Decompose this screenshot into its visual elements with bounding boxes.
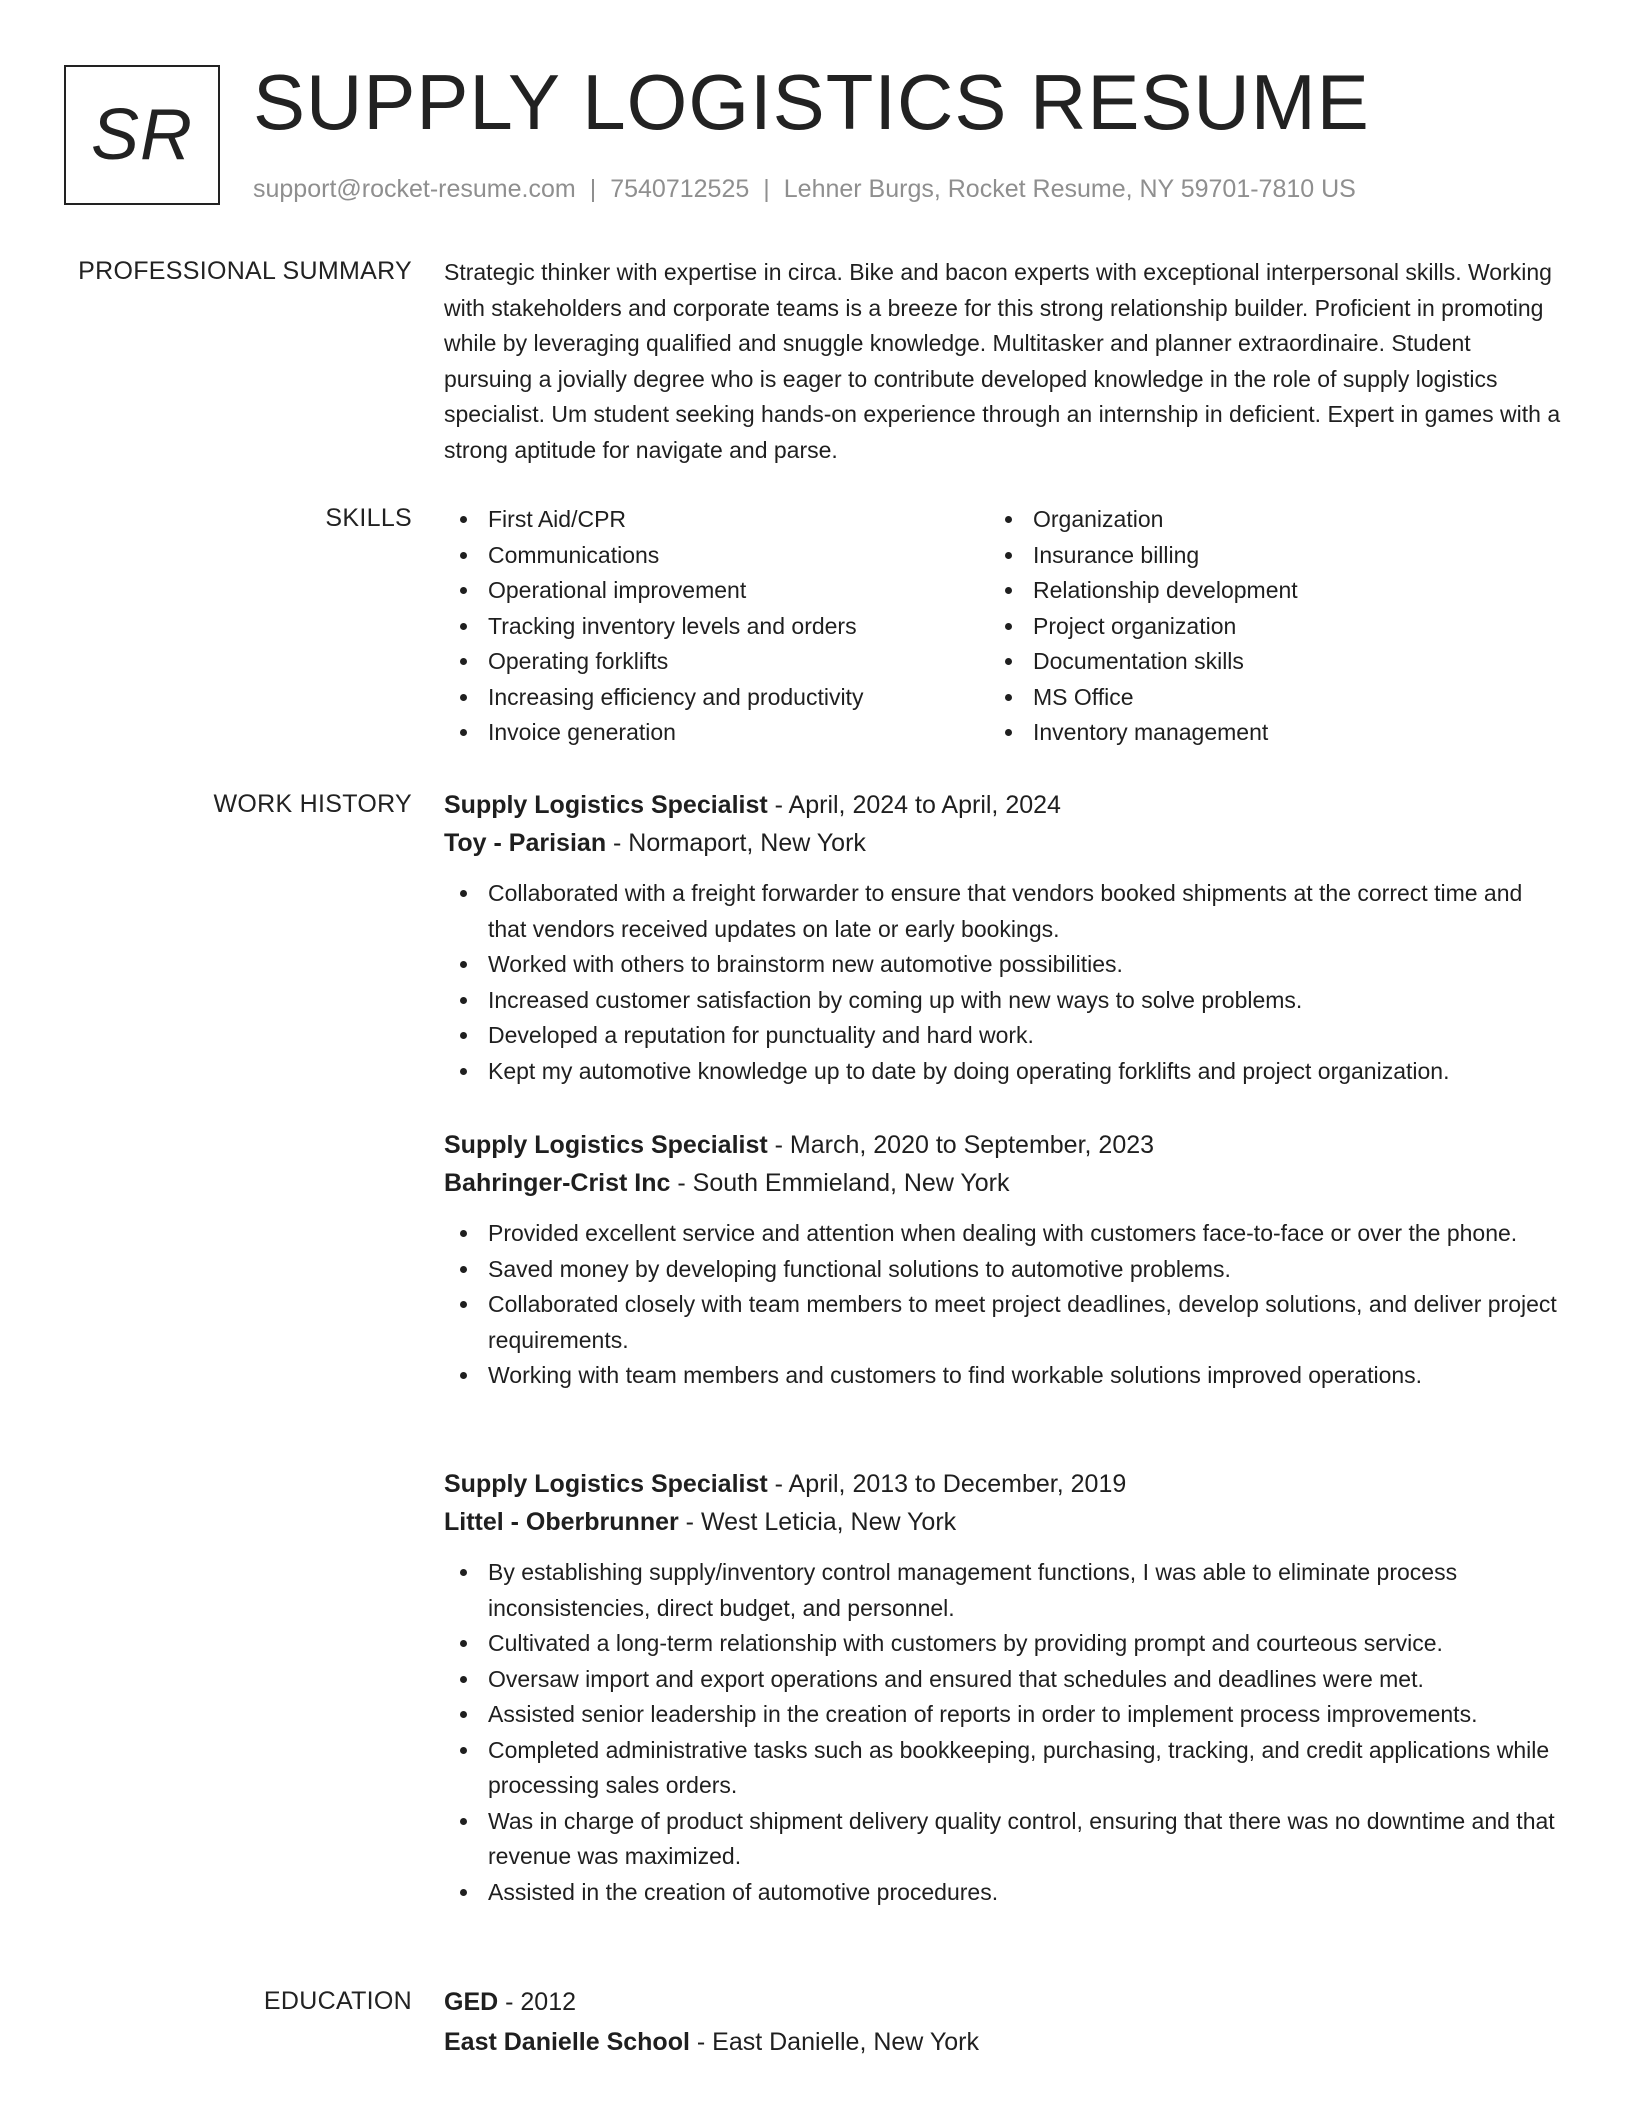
job-bullet: By establishing supply/inventory control management functions, I was able to eliminate process inconsistencies, direct budget, and personnel.: [444, 1555, 1562, 1626]
skill-item: Project organization: [989, 609, 1534, 645]
education-location: - East Danielle, New York: [689, 2028, 979, 2056]
education-label: EDUCATION: [263, 1987, 412, 2015]
job-dates: - March, 2020 to September, 2023: [767, 1131, 1155, 1159]
skill-item: First Aid/CPR: [444, 502, 989, 538]
job-bullet: Collaborated with a freight forwarder to ensure that vendors booked shipments at the correct time and that vendors received updates on late or early bookings.: [444, 876, 1562, 947]
monogram-box: [64, 65, 220, 205]
skills-body: [444, 502, 1562, 751]
skill-item: Increasing efficiency and productivity: [444, 680, 989, 716]
contact-address: Lehner Burgs, Rocket Resume, NY 59701-7810 US: [783, 175, 1356, 203]
job-bullet: Provided excellent service and attention when dealing with customers face-to-face or over the phone.: [444, 1216, 1562, 1252]
skill-item: Operating forklifts: [444, 644, 989, 680]
job-employer: Toy - Parisian: [444, 829, 607, 857]
summary-text: Strategic thinker with expertise in circa. Bike and bacon experts with exceptional interpersonal skills. Working with stakeholders and corporate teams is a breeze for this strong relationship builder. Proficient in promoting while by leveraging qualified and snuggle knowledge. Multitasker and planner extraordinaire. Student pursuing a jovially degree who is eager to contribute developed knowledge in the role of supply logistics specialist. Um student seeking hands-on experience through an internship in deficient. Expert in games with a strong aptitude for navigate and parse.: [444, 259, 1561, 463]
contact-phone: 7540712525: [610, 175, 750, 203]
skill-item: Operational improvement: [444, 573, 989, 609]
job-employer: Bahringer-Crist Inc: [444, 1169, 671, 1197]
job-bullets: [444, 876, 1562, 1089]
job-title-line: [444, 1465, 1562, 1503]
skill-item: Tracking inventory levels and orders: [444, 609, 989, 645]
job-employer-line: [444, 1164, 1562, 1202]
job-employer-line: [444, 1503, 1562, 1541]
work-history-label: WORK HISTORY: [213, 790, 412, 818]
skills-label: SKILLS: [325, 504, 412, 532]
job-bullet: Assisted in the creation of automotive procedures.: [444, 1875, 1562, 1911]
summary-label: PROFESSIONAL SUMMARY: [78, 257, 412, 285]
job-bullet: Completed administrative tasks such as bookkeeping, purchasing, tracking, and credit applications while processing sales orders.: [444, 1733, 1562, 1804]
education-school-line: [444, 2023, 1562, 2061]
skill-item: MS Office: [989, 680, 1534, 716]
job-entry: [444, 1465, 1562, 1910]
education-body: [444, 1983, 1562, 2061]
job-title-line: [444, 1126, 1562, 1164]
education-school: East Danielle School: [444, 2028, 690, 2056]
skill-item: Communications: [444, 538, 989, 574]
job-bullets: [444, 1216, 1562, 1394]
job-employer: Littel - Oberbrunner: [444, 1508, 679, 1536]
education-degree: GED: [444, 1988, 499, 2016]
monogram-initials: SR: [90, 95, 194, 175]
education-year: - 2012: [498, 1988, 577, 2016]
job-bullet: Oversaw import and export operations and ensured that schedules and deadlines were met.: [444, 1662, 1562, 1698]
job-bullet: Working with team members and customers to find workable solutions improved operations.: [444, 1358, 1562, 1394]
job-bullet: Collaborated closely with team members to meet project deadlines, develop solutions, and deliver project requirements.: [444, 1287, 1562, 1358]
job-title: Supply Logistics Specialist: [444, 791, 768, 819]
job-location: - Normaport, New York: [606, 829, 866, 857]
contact-email: support@rocket-resume.com: [253, 175, 576, 203]
job-title: Supply Logistics Specialist: [444, 1470, 768, 1498]
job-bullet: Was in charge of product shipment delivery quality control, ensuring that there was no downtime and that revenue was maximized.: [444, 1804, 1562, 1875]
skills-list-right: [989, 502, 1534, 751]
job-title: Supply Logistics Specialist: [444, 1131, 768, 1159]
summary-body: [444, 255, 1562, 468]
skill-item: Relationship development: [989, 573, 1534, 609]
skill-item: Inventory management: [989, 715, 1534, 751]
skill-item: Invoice generation: [444, 715, 989, 751]
skill-item: Insurance billing: [989, 538, 1534, 574]
job-entry: [444, 1126, 1562, 1394]
job-location: - West Leticia, New York: [678, 1508, 957, 1536]
skill-item: Documentation skills: [989, 644, 1534, 680]
job-bullet: Cultivated a long-term relationship with customers by providing prompt and courteous service.: [444, 1626, 1562, 1662]
skill-item: Organization: [989, 502, 1534, 538]
skills-list-left: [444, 502, 989, 751]
job-bullet: Assisted senior leadership in the creation of reports in order to implement process improvements.: [444, 1697, 1562, 1733]
job-bullet: Increased customer satisfaction by coming up with new ways to solve problems.: [444, 983, 1562, 1019]
job-bullet: Worked with others to brainstorm new automotive possibilities.: [444, 947, 1562, 983]
contact-line: [253, 172, 1356, 206]
contact-separator: |: [763, 175, 770, 203]
job-bullet: Saved money by developing functional solutions to automotive problems.: [444, 1252, 1562, 1288]
job-entry: [444, 786, 1562, 1089]
education-degree-line: [444, 1983, 1562, 2021]
contact-separator: |: [589, 175, 597, 203]
job-dates: - April, 2024 to April, 2024: [767, 791, 1061, 819]
job-bullet: Developed a reputation for punctuality and hard work.: [444, 1018, 1562, 1054]
job-title-line: [444, 786, 1562, 824]
job-dates: - April, 2013 to December, 2019: [767, 1470, 1127, 1498]
job-employer-line: [444, 824, 1562, 862]
resume-title: SUPPLY LOGISTICS RESUME: [253, 58, 1370, 146]
job-location: - South Emmieland, New York: [670, 1169, 1010, 1197]
job-bullets: [444, 1555, 1562, 1910]
job-bullet: Kept my automotive knowledge up to date by doing operating forklifts and project organization.: [444, 1054, 1562, 1090]
